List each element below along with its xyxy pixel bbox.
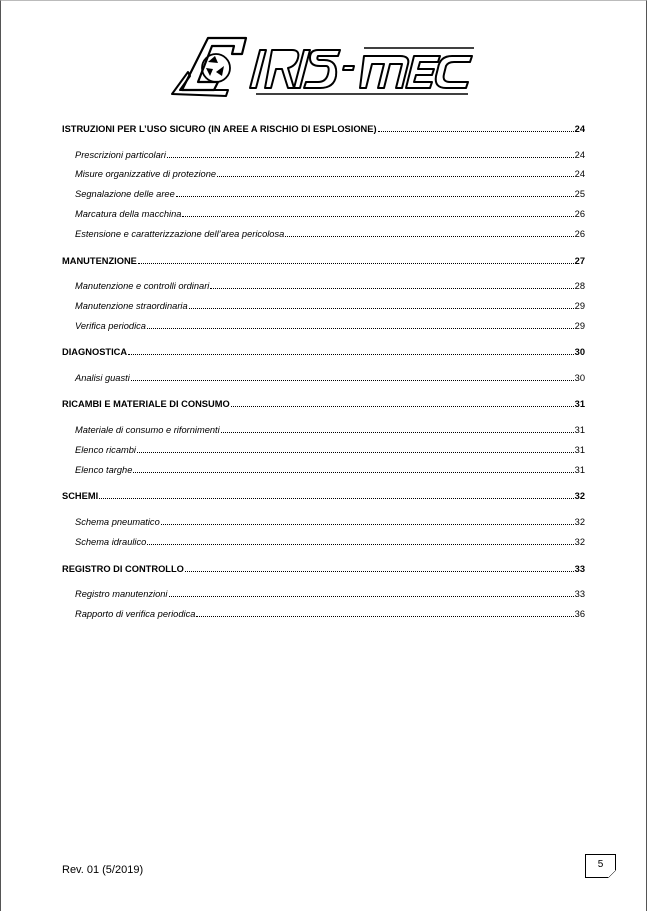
- toc-section-entry[interactable]: [62, 398, 585, 410]
- toc-subsection-entry[interactable]: [75, 280, 585, 292]
- toc-entry-title: Segnalazione delle aree: [75, 189, 175, 199]
- toc-section-entry[interactable]: [62, 123, 585, 135]
- toc-dot-leader: [182, 215, 573, 217]
- toc-dot-leader: [147, 327, 574, 329]
- toc-dot-leader: [231, 405, 574, 407]
- toc-subsection-entry[interactable]: [75, 320, 585, 332]
- toc-entry-title: Analisi guasti: [75, 373, 130, 383]
- toc-entry-page: 29: [574, 321, 585, 331]
- toc-subsection-entry[interactable]: [75, 149, 585, 161]
- toc-dot-leader: [189, 307, 574, 309]
- toc-subsection-entry[interactable]: [75, 424, 585, 436]
- iris-mec-logo: [168, 32, 478, 104]
- toc-dot-leader: [99, 497, 573, 499]
- toc-subsection-entry[interactable]: [75, 188, 585, 200]
- page-fold-icon: [608, 870, 616, 878]
- toc-dot-leader: [210, 287, 573, 289]
- page-number: 5: [597, 859, 604, 870]
- toc-entry-title: Misure organizzative di protezione: [75, 169, 217, 179]
- toc-subsection-entry[interactable]: [75, 372, 585, 384]
- toc-dot-leader: [217, 175, 574, 177]
- toc-entry-title: Registro manutenzioni: [75, 589, 168, 599]
- toc-entry-page: 36: [574, 609, 585, 619]
- toc-dot-leader: [176, 195, 574, 197]
- toc-entry-title: Schema idraulico: [75, 537, 147, 547]
- toc-entry-title: Prescrizioni particolari: [75, 150, 166, 160]
- toc-entry-title: ISTRUZIONI PER L’USO SICURO (IN AREE A RISCHIO DI ESPLOSIONE): [62, 124, 377, 134]
- toc-entry-page: 31: [574, 465, 585, 475]
- revision-label: Rev. 01 (5/2019): [62, 864, 144, 876]
- toc-entry-page: 29: [574, 301, 585, 311]
- toc-dot-leader: [131, 379, 574, 381]
- toc-subsection-entry[interactable]: [75, 228, 585, 240]
- toc-dot-leader: [147, 543, 573, 545]
- toc-entry-page: 31: [574, 425, 585, 435]
- toc-entry-page: 30: [574, 347, 585, 357]
- toc-entry-page: 31: [574, 445, 585, 455]
- toc-section-entry[interactable]: [62, 346, 585, 358]
- toc-dot-leader: [221, 431, 574, 433]
- toc-entry-title: Elenco targhe: [75, 465, 133, 475]
- toc-dot-leader: [138, 262, 574, 264]
- toc-entry-page: 26: [574, 209, 585, 219]
- toc-entry-title: MANUTENZIONE: [62, 256, 137, 266]
- toc-entry-title: Elenco ricambi: [75, 445, 136, 455]
- toc-subsection-entry[interactable]: [75, 168, 585, 180]
- toc-entry-title: REGISTRO DI CONTROLLO: [62, 564, 184, 574]
- toc-entry-page: 24: [574, 150, 585, 160]
- toc-subsection-entry[interactable]: [75, 464, 585, 476]
- toc-entry-page: 32: [574, 517, 585, 527]
- toc-entry-page: 32: [574, 491, 585, 501]
- toc-entry-title: Marcatura della macchina: [75, 209, 182, 219]
- toc-entry-page: 24: [574, 124, 585, 134]
- toc-entry-title: DIAGNOSTICA: [62, 347, 128, 357]
- page-number-box: [585, 854, 616, 878]
- toc-entry-page: 27: [574, 256, 585, 266]
- toc-dot-leader: [169, 595, 574, 597]
- toc-section-entry[interactable]: [62, 490, 585, 502]
- toc-dot-leader: [378, 130, 574, 132]
- toc-entry-page: 32: [574, 537, 585, 547]
- toc-dot-leader: [185, 570, 574, 572]
- toc-entry-page: 33: [574, 564, 585, 574]
- toc-entry-page: 28: [574, 281, 585, 291]
- toc-section-entry[interactable]: [62, 255, 585, 267]
- toc-dot-leader: [128, 353, 574, 355]
- toc-dot-leader: [133, 471, 573, 473]
- toc-entry-title: Materiale di consumo e rifornimenti: [75, 425, 220, 435]
- toc-subsection-entry[interactable]: [75, 444, 585, 456]
- toc-dot-leader: [167, 156, 574, 158]
- toc-subsection-entry[interactable]: [75, 536, 585, 548]
- toc-entry-title: Manutenzione e controlli ordinari: [75, 281, 210, 291]
- toc-dot-leader: [161, 523, 574, 525]
- toc-entry-title: RICAMBI E MATERIALE DI CONSUMO: [62, 399, 230, 409]
- toc-entry-title: Manutenzione straordinaria: [75, 301, 188, 311]
- toc-subsection-entry[interactable]: [75, 608, 585, 620]
- toc-entry-title: Schema pneumatico: [75, 517, 160, 527]
- toc-entry-page: 30: [574, 373, 585, 383]
- toc-entry-title: Rapporto di verifica periodica: [75, 609, 196, 619]
- toc-entry-page: 25: [574, 189, 585, 199]
- toc-section-entry[interactable]: [62, 563, 585, 575]
- toc-entry-page: 24: [574, 169, 585, 179]
- toc-subsection-entry[interactable]: [75, 208, 585, 220]
- toc-dot-leader: [137, 451, 574, 453]
- toc-entry-title: Verifica periodica: [75, 321, 146, 331]
- toc-dot-leader: [285, 235, 573, 237]
- toc-entry-title: SCHEMI: [62, 491, 99, 501]
- toc-subsection-entry[interactable]: [75, 588, 585, 600]
- toc-entry-page: 31: [574, 399, 585, 409]
- toc-dot-leader: [196, 615, 573, 617]
- toc-entry-page: 26: [574, 229, 585, 239]
- toc-subsection-entry[interactable]: [75, 516, 585, 528]
- toc-subsection-entry[interactable]: [75, 300, 585, 312]
- toc-entry-title: Estensione e caratterizzazione dell’area pericolosa: [75, 229, 285, 239]
- toc-entry-page: 33: [574, 589, 585, 599]
